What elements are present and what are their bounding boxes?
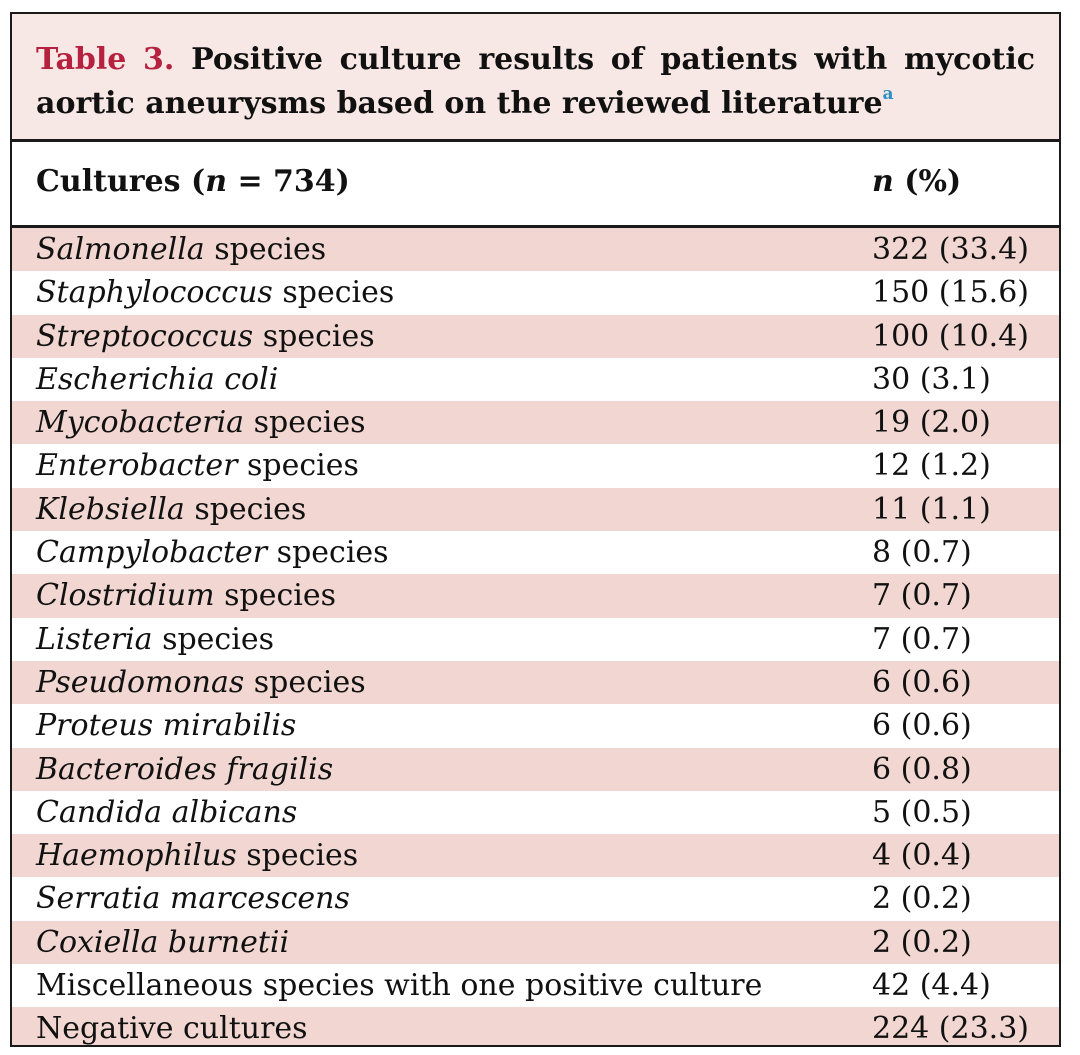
header-cultures: Cultures (n = 734)	[36, 164, 350, 199]
count-percent-cell: 2 (0.2)	[872, 924, 972, 960]
species-suffix: species	[152, 621, 274, 657]
species-name: Bacteroides fragilis	[36, 751, 334, 787]
count-percent-cell: 100 (10.4)	[872, 318, 1030, 354]
species-name: Haemophilus	[36, 838, 237, 874]
count-percent-cell: 7 (0.7)	[872, 621, 972, 657]
count-percent-cell: 7 (0.7)	[872, 578, 972, 614]
table-row	[12, 315, 1059, 358]
species-name: Pseudomonas	[36, 664, 245, 700]
table-caption	[12, 14, 1059, 142]
culture-name-cell	[36, 444, 359, 487]
culture-name-cell	[36, 791, 297, 834]
table-row	[12, 531, 1059, 574]
species-name: Candida albicans	[36, 794, 298, 830]
species-suffix: Negative cultures	[36, 1011, 308, 1047]
culture-name-cell	[36, 921, 289, 964]
table-row	[12, 358, 1059, 401]
species-name: Streptococcus	[36, 318, 254, 354]
culture-name-cell	[36, 661, 366, 704]
culture-name-cell	[36, 574, 336, 617]
species-suffix: species	[204, 232, 327, 267]
species-name: Campylobacter	[36, 535, 268, 571]
count-percent-cell: 11 (1.1)	[872, 491, 991, 527]
species-name: Serratia marcescens	[36, 881, 350, 917]
culture-name-cell	[36, 964, 762, 1007]
culture-name-cell	[36, 1007, 308, 1047]
species-name: Salmonella	[36, 232, 205, 267]
culture-name-cell	[36, 228, 326, 271]
table-row	[12, 444, 1059, 487]
culture-name-cell	[36, 271, 394, 314]
table-row	[12, 618, 1059, 661]
table-row	[12, 228, 1059, 271]
species-name: Listeria	[36, 621, 153, 657]
table-label: Table 3.	[36, 42, 175, 77]
species-suffix: species	[237, 448, 359, 484]
culture-name-cell	[36, 315, 375, 358]
table-title: Positive culture results of patients with mycotic aortic aneurysms based on the reviewed literature	[36, 42, 1035, 121]
table-row	[12, 834, 1059, 877]
culture-name-cell	[36, 834, 358, 877]
species-suffix: Miscellaneous species with one positive culture	[36, 968, 763, 1004]
table-body	[12, 228, 1059, 1047]
species-name: Klebsiella	[36, 491, 185, 527]
count-percent-cell: 6 (0.6)	[872, 664, 972, 700]
culture-name-cell	[36, 401, 366, 444]
table-row	[12, 661, 1059, 704]
culture-name-cell	[36, 704, 296, 747]
table-header-row	[12, 142, 1059, 228]
species-suffix: species	[244, 405, 366, 441]
table-row	[12, 877, 1059, 920]
culture-name-cell	[36, 618, 274, 661]
species-suffix: species	[236, 838, 359, 874]
count-percent-cell: 8 (0.7)	[872, 535, 972, 571]
species-suffix: species	[214, 578, 337, 614]
count-percent-cell: 30 (3.1)	[872, 361, 991, 397]
species-suffix: species	[184, 491, 307, 527]
count-percent-cell: 224 (23.3)	[872, 1011, 1030, 1047]
count-percent-cell: 19 (2.0)	[872, 405, 991, 441]
count-percent-cell: 150 (15.6)	[872, 275, 1030, 311]
header-n-percent: n (%)	[872, 164, 962, 199]
count-percent-cell: 12 (1.2)	[872, 448, 991, 484]
species-name: Enterobacter	[36, 448, 238, 484]
count-percent-cell: 2 (0.2)	[872, 881, 972, 917]
count-percent-cell: 5 (0.5)	[872, 794, 972, 830]
culture-name-cell	[36, 531, 389, 574]
culture-results-table	[10, 12, 1061, 1047]
table-row	[12, 791, 1059, 834]
culture-name-cell	[36, 877, 350, 920]
count-percent-cell: 322 (33.4)	[872, 232, 1030, 267]
table-row	[12, 401, 1059, 444]
species-suffix: species	[267, 535, 389, 571]
species-name: Escherichia coli	[36, 361, 279, 397]
species-suffix: species	[253, 318, 375, 354]
table-row	[12, 704, 1059, 747]
table-row	[12, 1007, 1059, 1047]
culture-name-cell	[36, 748, 333, 791]
species-name: Mycobacteria	[36, 405, 245, 441]
table-row	[12, 271, 1059, 314]
species-suffix: species	[244, 664, 366, 700]
species-name: Clostridium	[36, 578, 215, 614]
species-name: Proteus mirabilis	[36, 708, 297, 744]
footnote-link[interactable]: a	[882, 84, 894, 104]
table-row	[12, 921, 1059, 964]
table-row	[12, 574, 1059, 617]
table-row	[12, 488, 1059, 531]
species-name: Coxiella burnetii	[36, 924, 290, 960]
species-name: Staphylococcus	[36, 275, 273, 311]
count-percent-cell: 4 (0.4)	[872, 838, 972, 874]
culture-name-cell	[36, 358, 278, 401]
table-row	[12, 964, 1059, 1007]
count-percent-cell: 6 (0.8)	[872, 751, 972, 787]
count-percent-cell: 6 (0.6)	[872, 708, 972, 744]
count-percent-cell: 42 (4.4)	[872, 968, 991, 1004]
culture-name-cell	[36, 488, 306, 531]
species-suffix: species	[272, 275, 395, 311]
table-row	[12, 748, 1059, 791]
